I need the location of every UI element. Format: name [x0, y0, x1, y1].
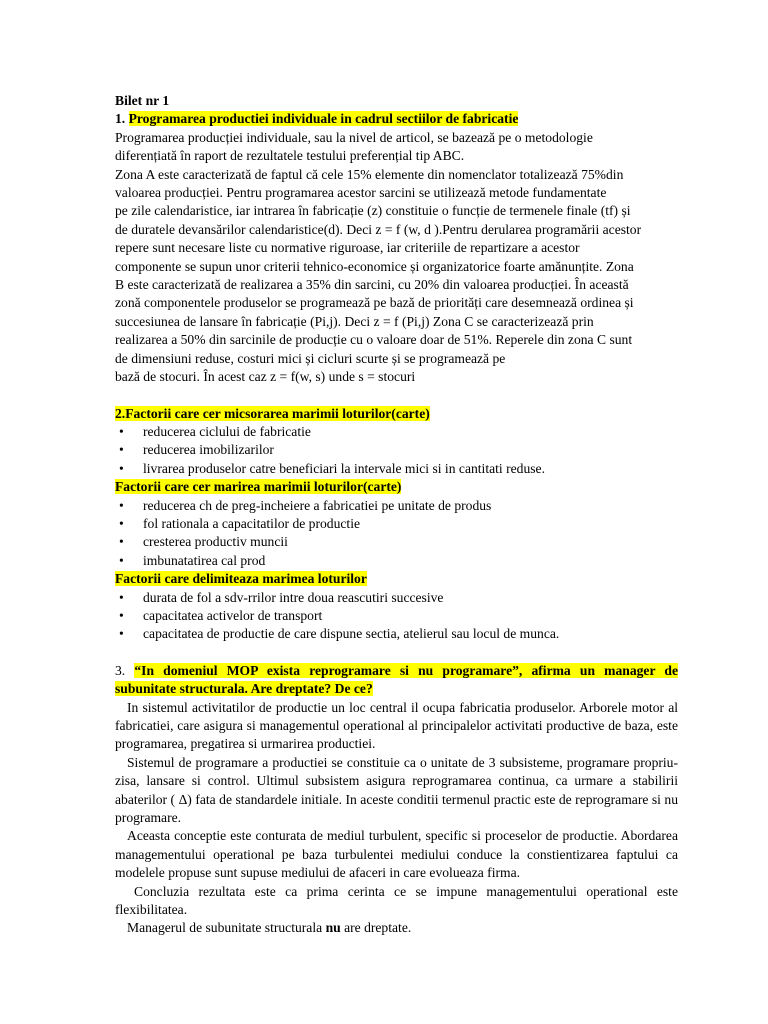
q3-paragraph-4: Concluzia rezultata este ca prima cerinta ce se impune managementului operational este flexibilitatea. — [115, 883, 678, 918]
list-item: • reducerea imobilizarilor — [115, 441, 678, 459]
q1-line: zonă componentele produselor se programează pe bază de priorități care desemnează ordinea și — [115, 295, 634, 311]
q3-p5-before: Managerul de subunitate structurala — [127, 920, 326, 936]
q2-heading-reduce-text: 2.Factorii care cer micsorarea marimii loturilor(carte) — [115, 405, 430, 421]
list-item: • fol rationala a capacitatilor de productie — [115, 515, 678, 533]
q1-line: repere sunt necesare liste cu normative riguroase, iar criteriile de repartizare a acestor — [115, 240, 580, 256]
q1-line: succesiunea de lansare în fabricație (Pi,j). Deci z = f (Pi,j) Zona C se caracterizează prin — [115, 313, 594, 329]
q3-paragraph-2: Sistemul de programare a productiei se constituie ca o unitate de 3 subsisteme, programare propriu-zisa, lansare si control. Ultimul subsistem asigura reprogramarea continua, ca urmare a stabilirii abaterilor ( Δ) fata de standardele initiale. In aceste conditii termenul practic este de reprogramare si nu programare. — [115, 754, 678, 826]
q1-body — [115, 129, 678, 387]
q1-line: de duratele devansărilor calendaristice(d). Deci z = f (w, d ).Pentru derularea programării acestor — [115, 221, 642, 237]
q2-heading-increase — [115, 478, 678, 496]
q1-line: B este caracterizată de realizarea a 35% din sarcini, cu 20% din valoarea producției. În această — [115, 277, 629, 293]
q3-paragraph-5 — [115, 919, 678, 937]
list-item: • livrarea produselor catre beneficiari la intervale mici si in cantitati reduse. — [115, 460, 678, 478]
q3-title-line2: subunitate structurala. Are dreptate? De ce? — [115, 681, 373, 697]
q3-title-line1: “In domeniul MOP exista reprogramare si nu programare”, afirma un manager de — [134, 662, 679, 678]
list-item: • reducerea ciclului de fabricatie — [115, 423, 678, 441]
list-item: • imbunatatirea cal prod — [115, 552, 678, 570]
list-item: • reducerea ch de preg-incheiere a fabricatiei pe unitate de produs — [115, 497, 678, 515]
q1-heading — [115, 110, 678, 128]
q1-line: Zona A este caracterizată de faptul că cele 15% elemente din nomenclator totalizează 75%din — [115, 166, 624, 182]
q1-line: pe zile calendaristice, iar intrarea în fabricație (z) constituie o funcție de termenele finale (tf) și — [115, 203, 631, 219]
q1-number: 1. — [115, 111, 129, 127]
q3-number: 3. — [115, 662, 135, 678]
ticket-title: Bilet nr 1 — [115, 93, 170, 108]
q3-p5-bold: nu — [325, 920, 341, 936]
q1-line: bază de stocuri. În acest caz z = f(w, s) unde s = stocuri — [115, 369, 416, 385]
limit-list — [115, 589, 678, 644]
list-item: • durata de fol a sdv-rrilor intre doua reascutiri succesive — [115, 589, 678, 607]
list-item: • capacitatea de productie de care dispune sectia, atelierul sau locul de munca. — [115, 625, 678, 643]
q1-line: realizarea a 50% din sarcinile de producție cu o valoare doar de 51%. Reperele din zona C sunt — [115, 332, 633, 348]
q1-line: componente se supun unor criterii tehnico-economice și organizatorice foarte amănunțite. Zona — [115, 258, 634, 274]
q2-heading-limit — [115, 570, 678, 588]
q2-heading-limit-text: Factorii care delimiteaza marimea loturilor — [115, 571, 367, 587]
q3-paragraph-1: In sistemul activitatilor de productie un loc central il ocupa fabricatia produselor. Arborele motor al fabricatiei, care asigura si managementul operational al principalelor activitati productive de baza, este programarea, pregatirea si urmarirea productiei. — [115, 699, 678, 752]
reduce-list — [115, 423, 678, 478]
list-item: • cresterea productiv muncii — [115, 533, 678, 551]
spacer — [115, 644, 678, 662]
q2-heading-reduce — [115, 405, 678, 423]
q2-heading-increase-text: Factorii care cer marirea marimii loturilor(carte) — [115, 479, 402, 495]
list-item: • capacitatea activelor de transport — [115, 607, 678, 625]
q1-title: Programarea productiei individuale in cadrul sectiilor de fabricatie — [128, 111, 519, 127]
spacer — [115, 387, 678, 405]
q1-line: Programarea producției individuale, sau la nivel de articol, se bazează pe o metodologie — [115, 129, 593, 145]
q3-p5-after: are dreptate. — [340, 920, 412, 936]
q1-line: de dimensiuni reduse, costuri mici și cicluri scurte și se programează pe — [115, 350, 506, 366]
q1-line: diferențiată în raport de rezultatele testului preferențial tip ABC. — [115, 148, 465, 164]
q3-heading-line2 — [115, 680, 678, 698]
increase-list — [115, 497, 678, 571]
q3-paragraph-3: Aceasta conceptie este conturata de mediul turbulent, specific si proceselor de productie. Abordarea managementului operational pe baza turbulentei mediului conduce la constientizarea faptului ca modelele propuse sunt supuse mediului de afaceri in care evolueaza firma. — [115, 828, 678, 881]
q3-heading — [115, 662, 678, 680]
q1-line: valoarea producției. Pentru programarea acestor sarcini se utilizează metode fundamentate — [115, 185, 607, 201]
